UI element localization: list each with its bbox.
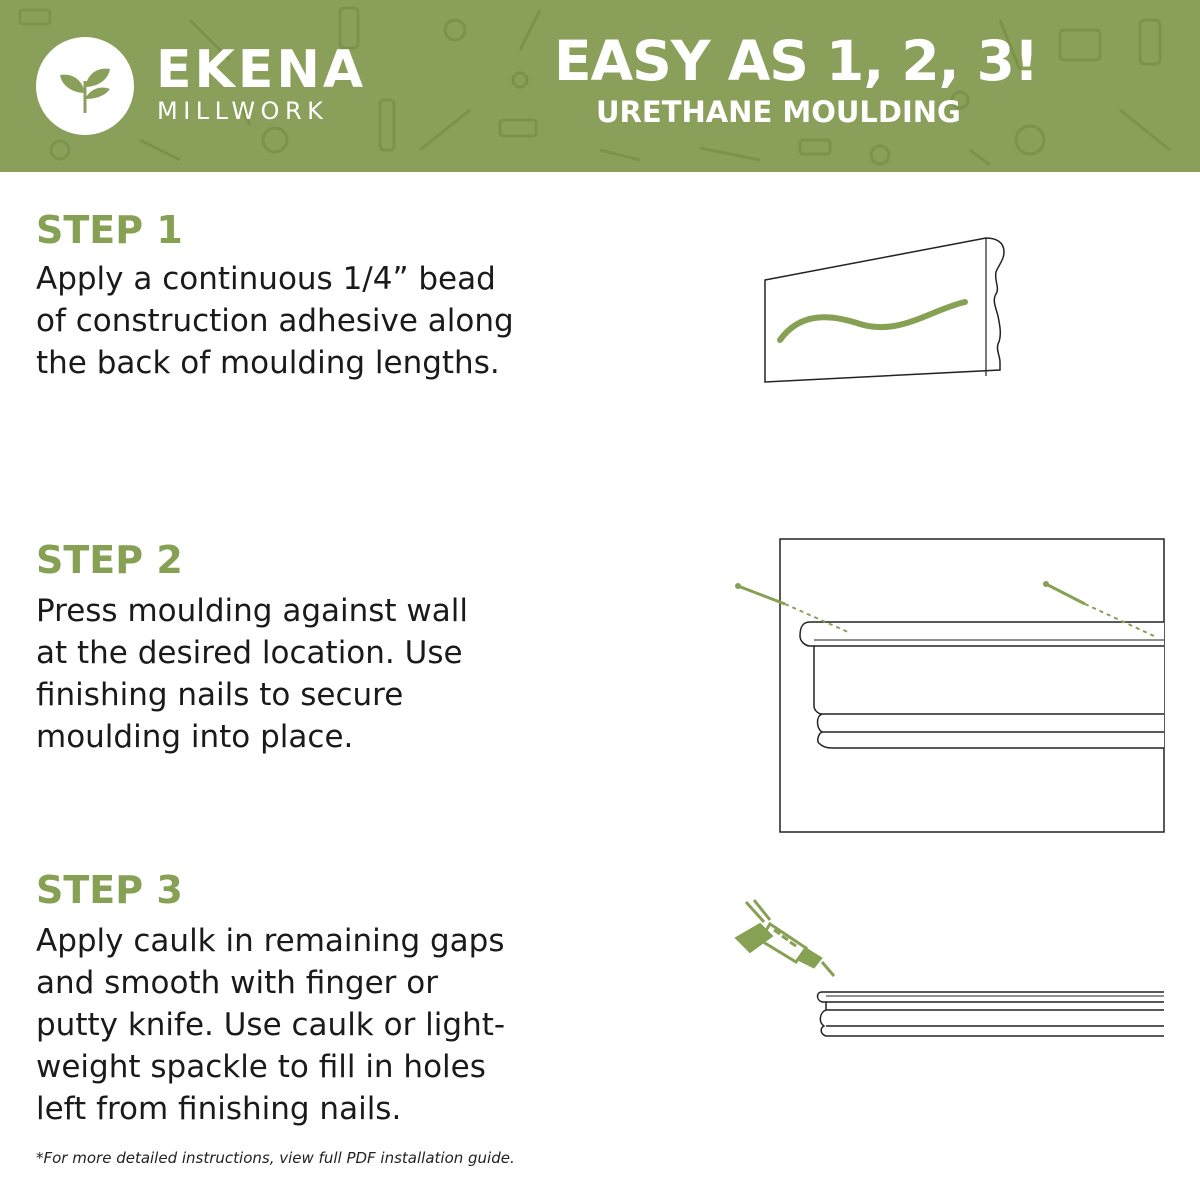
step-2-title: STEP 2 bbox=[36, 538, 183, 582]
step-1-text: Apply a continuous 1/4” bead of construction adhesive along the back of moulding lengths. bbox=[36, 261, 514, 381]
caulk-gun-illustration bbox=[730, 896, 1170, 1050]
headline: EASY AS 1, 2, 3! bbox=[554, 29, 1039, 93]
moulding-adhesive-illustration bbox=[760, 232, 1020, 388]
brand-subtitle: MILLWORK bbox=[157, 97, 329, 125]
subheadline: URETHANE MOULDING bbox=[596, 95, 961, 129]
step-2-text: Press moulding against wall at the desired location. Use finishing nails to secure moulding into place. bbox=[36, 593, 469, 755]
brand-name: EKENA bbox=[156, 40, 367, 100]
footnote: *For more detailed instructions, view full PDF installation guide. bbox=[36, 1149, 515, 1167]
step-1-title: STEP 1 bbox=[36, 208, 183, 252]
logo-badge bbox=[36, 37, 134, 135]
header-banner bbox=[0, 0, 1200, 172]
leaf-logo-icon bbox=[36, 37, 134, 135]
step-3-text: Apply caulk in remaining gaps and smooth with finger or putty knife. Use caulk or light- weight spackle to fill in holes left from finishing nails. bbox=[36, 923, 506, 1127]
moulding-nails-illustration bbox=[730, 536, 1170, 836]
step-3-title: STEP 3 bbox=[36, 868, 183, 912]
